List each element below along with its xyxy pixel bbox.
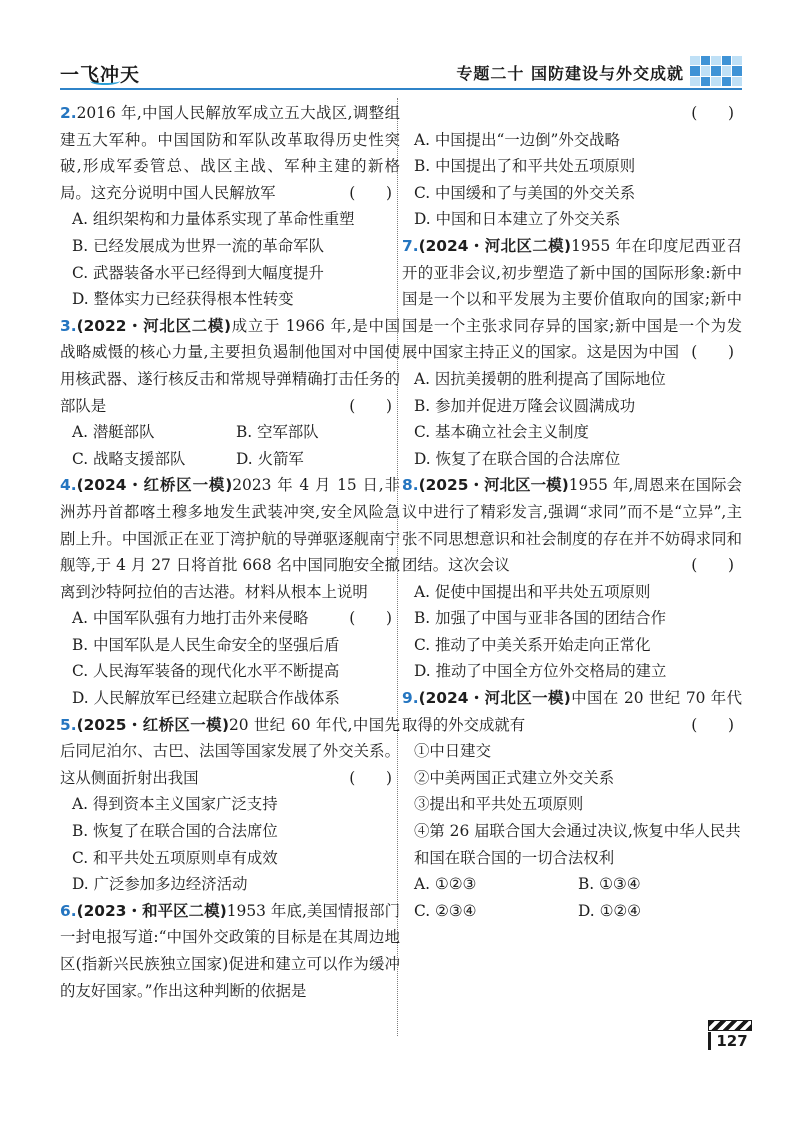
- option-row: [414, 871, 742, 898]
- question-stem: 2016 年,中国人民解放军成立五大战区,调整组建五大军种。中国国防和军队改革取得历史性突破,形成军委管总、战区主战、军种主建的新格局。这充分说明中国人民解放军: [60, 104, 400, 202]
- topic-title: 专题二十 国防建设与外交成就: [456, 64, 684, 83]
- question-number: 8.: [402, 476, 419, 495]
- question-number: 7.: [402, 236, 419, 255]
- statement-2: ②中美两国正式建立外交关系: [414, 768, 615, 787]
- question-3: [60, 313, 400, 473]
- clapper-stripe-icon: [708, 1020, 752, 1031]
- option-b: B. 加强了中国与亚非各国的团结合作: [414, 609, 666, 628]
- option-c: C. 战略支援部队: [72, 449, 186, 468]
- option-d: D. 整体实力已经获得根本性转变: [72, 290, 294, 309]
- option-b: B. 中国提出了和平共处五项原则: [414, 157, 636, 176]
- answer-paren: ( ): [691, 556, 734, 575]
- question-source: (2025・河北区一模): [418, 476, 569, 495]
- option-c: C. 和平共处五项原则卓有成效: [72, 848, 278, 867]
- option-d: D. 推动了中国全方位外交格局的建立: [414, 662, 667, 681]
- option-a: A. 中国提出“一边倒”外交战略: [414, 130, 620, 149]
- option-c: C. 人民海军装备的现代化水平不断提高: [72, 662, 340, 681]
- question-source: (2022・河北区二模): [76, 316, 231, 335]
- question-number: 3.: [60, 316, 77, 335]
- header-rule: [60, 88, 742, 90]
- left-column: [60, 100, 400, 1004]
- statement-4: ④第 26 届联合国大会通过决议,恢复中华人民共和国在联合国的一切合法权利: [414, 822, 741, 867]
- answer-paren: ( ): [349, 768, 392, 787]
- answer-paren: ( ): [349, 396, 392, 415]
- answer-paren: ( ): [349, 183, 392, 202]
- page-number: 127: [708, 1032, 753, 1050]
- question-number: 5.: [60, 715, 77, 734]
- option-a: A. 得到资本主义国家广泛支持: [72, 795, 278, 814]
- answer-paren: ( ): [691, 715, 734, 734]
- question-stem: 中国在 20 世纪 70 年代取得的外交成就有: [402, 689, 742, 734]
- option-b: B. 空军部队: [236, 423, 319, 442]
- option-d: D. 恢复了在联合国的合法席位: [414, 449, 621, 468]
- option-b: B. 已经发展成为世界一流的革命军队: [72, 236, 324, 255]
- option-d: D. 火箭军: [236, 449, 304, 468]
- option-c: C. 基本确立社会主义制度: [414, 423, 589, 442]
- brand-logo: 一飞冲天: [60, 64, 141, 86]
- option-a: A. 中国军队强有力地打击外来侵略: [72, 609, 309, 628]
- page-number-badge: [708, 1020, 750, 1054]
- question-number: 9.: [402, 689, 419, 708]
- question-stem: 1953 年底,美国情报部门一封电报写道:“中国外交政策的目标是在其周边地区(指新兴民族独立国家)促进和建立可以作为缓冲的友好国家。”作出这种判断的依据是: [60, 901, 400, 1000]
- question-source: (2025・红桥区一模): [76, 715, 229, 734]
- option-a: A. 潜艇部队: [72, 423, 155, 442]
- option-b: B. ①③④: [578, 875, 641, 894]
- question-source: (2024・红桥区一模): [76, 476, 233, 495]
- option-c: C. 武器装备水平已经得到大幅度提升: [72, 263, 324, 282]
- checker-decoration-icon: [690, 56, 742, 86]
- question-number: 4.: [60, 476, 77, 495]
- question-stem: 20 世纪 60 年代,中国先后同尼泊尔、古巴、法国等国家发展了外交关系。这从侧面折射出我国: [60, 715, 400, 787]
- option-a: A. 促使中国提出和平共处五项原则: [414, 582, 651, 601]
- question-8: [402, 472, 742, 685]
- statement-1: ①中日建交: [414, 742, 491, 761]
- question-stem: 1955 年在印度尼西亚召开的亚非会议,初步塑造了新中国的国际形象:新中国是一个以和平发展为主要价值取向的国家;新中国是一个主张求同存异的国家;新中国是一个为发展中国家主持正义的国家。这是因为中国: [402, 236, 742, 362]
- option-b: B. 中国军队是人民生命安全的坚强后盾: [72, 635, 340, 654]
- option-d: D. 中国和日本建立了外交关系: [414, 210, 621, 229]
- option-b: B. 恢复了在联合国的合法席位: [72, 822, 278, 841]
- answer-paren: ( ): [691, 104, 734, 122]
- question-9: [402, 685, 742, 924]
- option-c: C. ②③④: [414, 901, 477, 920]
- question-5: [60, 712, 400, 898]
- option-d: D. 人民解放军已经建立起联合作战体系: [72, 689, 340, 708]
- option-c: C. 推动了中美关系开始走向正常化: [414, 635, 651, 654]
- question-number: 6.: [60, 901, 77, 920]
- statement-3: ③提出和平共处五项原则: [414, 795, 584, 814]
- option-b: B. 参加并促进万隆会议圆满成功: [414, 396, 636, 415]
- option-d: D. ①②④: [578, 901, 641, 920]
- question-source: (2024・河北区二模): [418, 236, 572, 255]
- option-row: [414, 898, 742, 925]
- right-column: [402, 100, 742, 924]
- option-a: A. 因抗美援朝的胜利提高了国际地位: [414, 369, 666, 388]
- question-source: (2023・和平区二模): [76, 901, 227, 920]
- option-d: D. 广泛参加多边经济活动: [72, 875, 248, 894]
- option-a: A. 组织架构和力量体系实现了革命性重塑: [72, 210, 355, 229]
- option-a: A. ①②③: [414, 875, 477, 894]
- page-header: [60, 56, 742, 90]
- option-row: [72, 446, 400, 473]
- question-6-start: [60, 898, 400, 1004]
- option-c: C. 中国缓和了与美国的外交关系: [414, 183, 636, 202]
- answer-paren: ( ): [349, 609, 392, 628]
- question-6-options: [402, 100, 742, 233]
- answer-paren: ( ): [691, 343, 734, 362]
- question-number: 2.: [60, 104, 77, 122]
- brand-swoosh-decoration: [90, 77, 120, 85]
- question-stem: 成立于 1966 年,是中国战略威慑的核心力量,主要担负遏制他国对中国使用核武器、遂行核反击和常规导弹精确打击任务的部队是: [60, 316, 400, 415]
- question-4: [60, 472, 400, 711]
- column-divider: [397, 98, 398, 1036]
- option-row: [72, 419, 400, 446]
- question-stem: 1955 年,周恩来在国际会议中进行了精彩发言,强调“求同”而不是“立异”,主张不同思想意识和社会制度的存在并不妨碍求同和团结。这次会议: [402, 476, 742, 575]
- question-source: (2024・河北区一模): [418, 689, 571, 708]
- question-stem: 2023 年 4 月 15 日,非洲苏丹首都喀土穆多地发生武装冲突,安全风险急剧上升。中国派正在亚丁湾护航的导弹驱逐舰南宁舰等,于 4 月 27 日将首批 668 名中国同胞安全撤离到沙特阿拉伯的吉达港。材料从根本上说明: [60, 476, 400, 601]
- question-2: [60, 100, 400, 313]
- question-7: [402, 233, 742, 472]
